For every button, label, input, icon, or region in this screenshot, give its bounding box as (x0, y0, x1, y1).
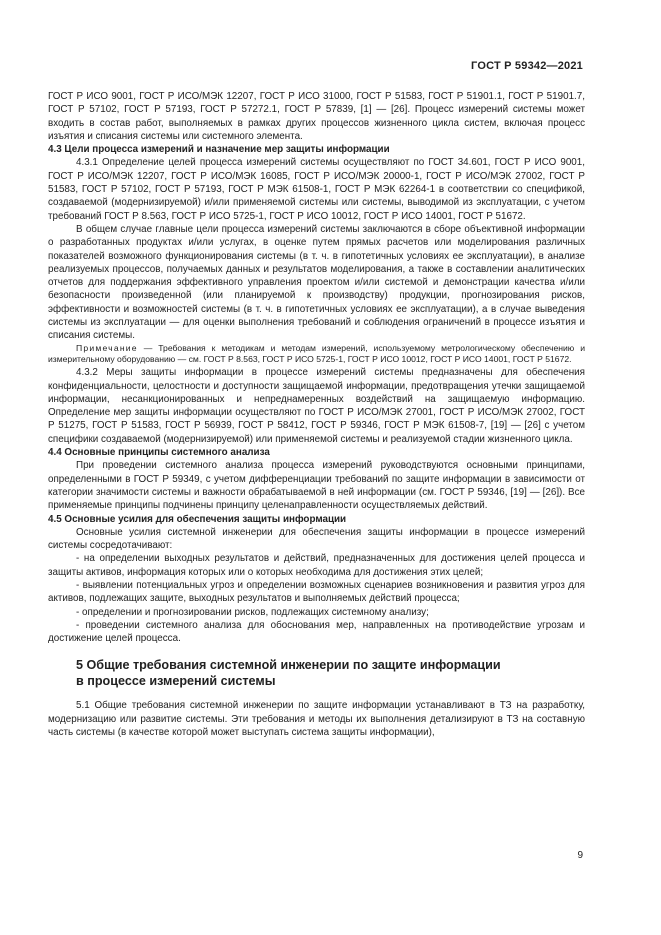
paragraph: 4.3.1 Определение целей процесса измерений системы осуществляют по ГОСТ 34.601, ГОСТ Р ИСО 9001, ГОСТ Р ИСО/МЭК 12207, ГОСТ Р ИСО/МЭК 16085, ГОСТ Р ИСО/МЭК 20000-1, ГОСТ Р ИСО/МЭК 27002, ГОСТ Р 51583, ГОСТ Р 57102, ГОСТ Р 57193, ГОСТ Р МЭК 61508-1, ГОСТ Р МЭК 62264-1 в соответствии со спецификой, создаваемой (модернизируемой) и/или применяемой системы или системы, выводимой из эксплуатации, с учетом требований ГОСТ Р 8.563, ГОСТ Р ИСО 5725-1, ГОСТ Р ИСО 10012, ГОСТ Р ИСО 14001, ГОСТ Р 51672. (48, 157, 585, 222)
paragraph: 5.1 Общие требования системной инженерии по защите информации устанавливают в ТЗ на разработку, модернизацию или развитие системы. Эти требования и методы их выполнения детализируют в ТЗ на составную часть системы (в качестве которой может выступать система защиты информации), (48, 700, 585, 739)
note (48, 343, 585, 367)
list-item: - выявлении потенциальных угроз и определении возможных сценариев возникновения и развития угроз для активов, подлежащих защите, выходных результатов и выполняемых действий процесса; (48, 579, 585, 605)
note-text: — Требования к методикам и методам измерений, используемому метрологическому обеспечению и измерительному оборудованию — см. ГОСТ Р 8.563, ГОСТ Р ИСО 5725-1, ГОСТ Р ИСО 10012, ГОСТ Р ИСО 14001, ГОСТ Р 51672. (48, 342, 585, 365)
subsection-heading-4-5: 4.5 Основные усилия для обеспечения защиты информации (48, 513, 347, 525)
list-item: - определении и прогнозировании рисков, подлежащих системному анализу; (76, 606, 429, 618)
list-item: - на определении выходных результатов и действий, предназначенных для достижения целей процесса и защиты активов, информация которых или о которых необходима для достижения этих целей; (48, 553, 585, 578)
page-number: 9 (577, 850, 583, 861)
document-body (48, 90, 585, 739)
section-heading-5 (76, 657, 585, 689)
paragraph: 4.3.2 Меры защиты информации в процессе измерений системы предназначены для обеспечения конфиденциальности, целостности и доступности защищаемой информации, предотвращения утечки защищаемой информации, несанкционированных и непреднамеренных воздействий на защищаемую информацию. Определение мер защиты информации осуществляют по ГОСТ Р ИСО/МЭК 27001, ГОСТ Р ИСО/МЭК 27002, ГОСТ Р 51275, ГОСТ Р 51583, ГОСТ Р 56939, ГОСТ Р 58412, ГОСТ Р 59346, ГОСТ Р МЭК 61508-7, [19] — [26] с учетом специфики создаваемой (модернизируемой) или применяемой системы и реализуемой стадии жизненного цикла. (48, 367, 585, 445)
subsection-heading-4-4: 4.4 Основные принципы системного анализа (48, 447, 270, 459)
note-label: Примечание (76, 342, 138, 353)
paragraph: При проведении системного анализа процесса измерений руководствуются основными принципами, определенными в ГОСТ Р 59349, с учетом дифференциации требований по защите информации в зависимости от категории значимости системы и важности обрабатываемой в ней информации (см. ГОСТ Р 59346, [19] — [26]). Все применяемые принципы подчинены принципу целенаправленности осуществляемых действий. (48, 460, 585, 512)
subsection-heading-4-3: 4.3 Цели процесса измерений и назначение мер защиты информации (48, 144, 390, 156)
section-heading-line: 5 Общие требования системной инженерии по защите информации (76, 658, 501, 673)
paragraph: ГОСТ Р ИСО 9001, ГОСТ Р ИСО/МЭК 12207, ГОСТ Р ИСО 31000, ГОСТ Р 51583, ГОСТ Р 51901.1, ГОСТ Р 51901.7, ГОСТ Р 57102, ГОСТ Р 57193, ГОСТ Р 57272.1, ГОСТ Р 57839, [1] — [26]. Процесс измерений системы может входить в состав работ, выполняемых в рамках других процессов жизненного цикла систем, включая процесс изъятия и списания системы или системного элемента. (48, 91, 585, 142)
paragraph: Основные усилия системной инженерии для обеспечения защиты информации в процессе измерений системы сосредотачивают: (48, 526, 585, 552)
list-item: - проведении системного анализа для обоснования мер, направленных на противодействие угрозам и достижение целей процесса. (48, 619, 585, 645)
document-header: ГОСТ Р 59342—2021 (471, 60, 583, 72)
section-heading-line: в процессе измерений системы (76, 674, 276, 689)
paragraph: В общем случае главные цели процесса измерений системы заключаются в сборе объективной информации о разработанных продуктах и/или услугах, в оценке путем прямых расчетов или моделирования различных показателей возможного функционирования системы (в т. ч. в гипотетичных условиях ее эксплуатации), в анализе реализуемых процессов, получаемых данных и результатов моделирования, а также в составлении аналитических отчетов для поддержания эффективного управления проектом и/или системой и демонстрации качества и/или безопасности произведенной (или планируемой к производству) продукции, прогнозирования рисков, эффективности и возможностей системы (в т. ч. в гипотетичных условиях ее эксплуатации), а в случае выведения системы из эксплуатации — для оценки выполнения требований и соблюдения ограничений в процессе изъятия и списания системы. (48, 223, 585, 342)
